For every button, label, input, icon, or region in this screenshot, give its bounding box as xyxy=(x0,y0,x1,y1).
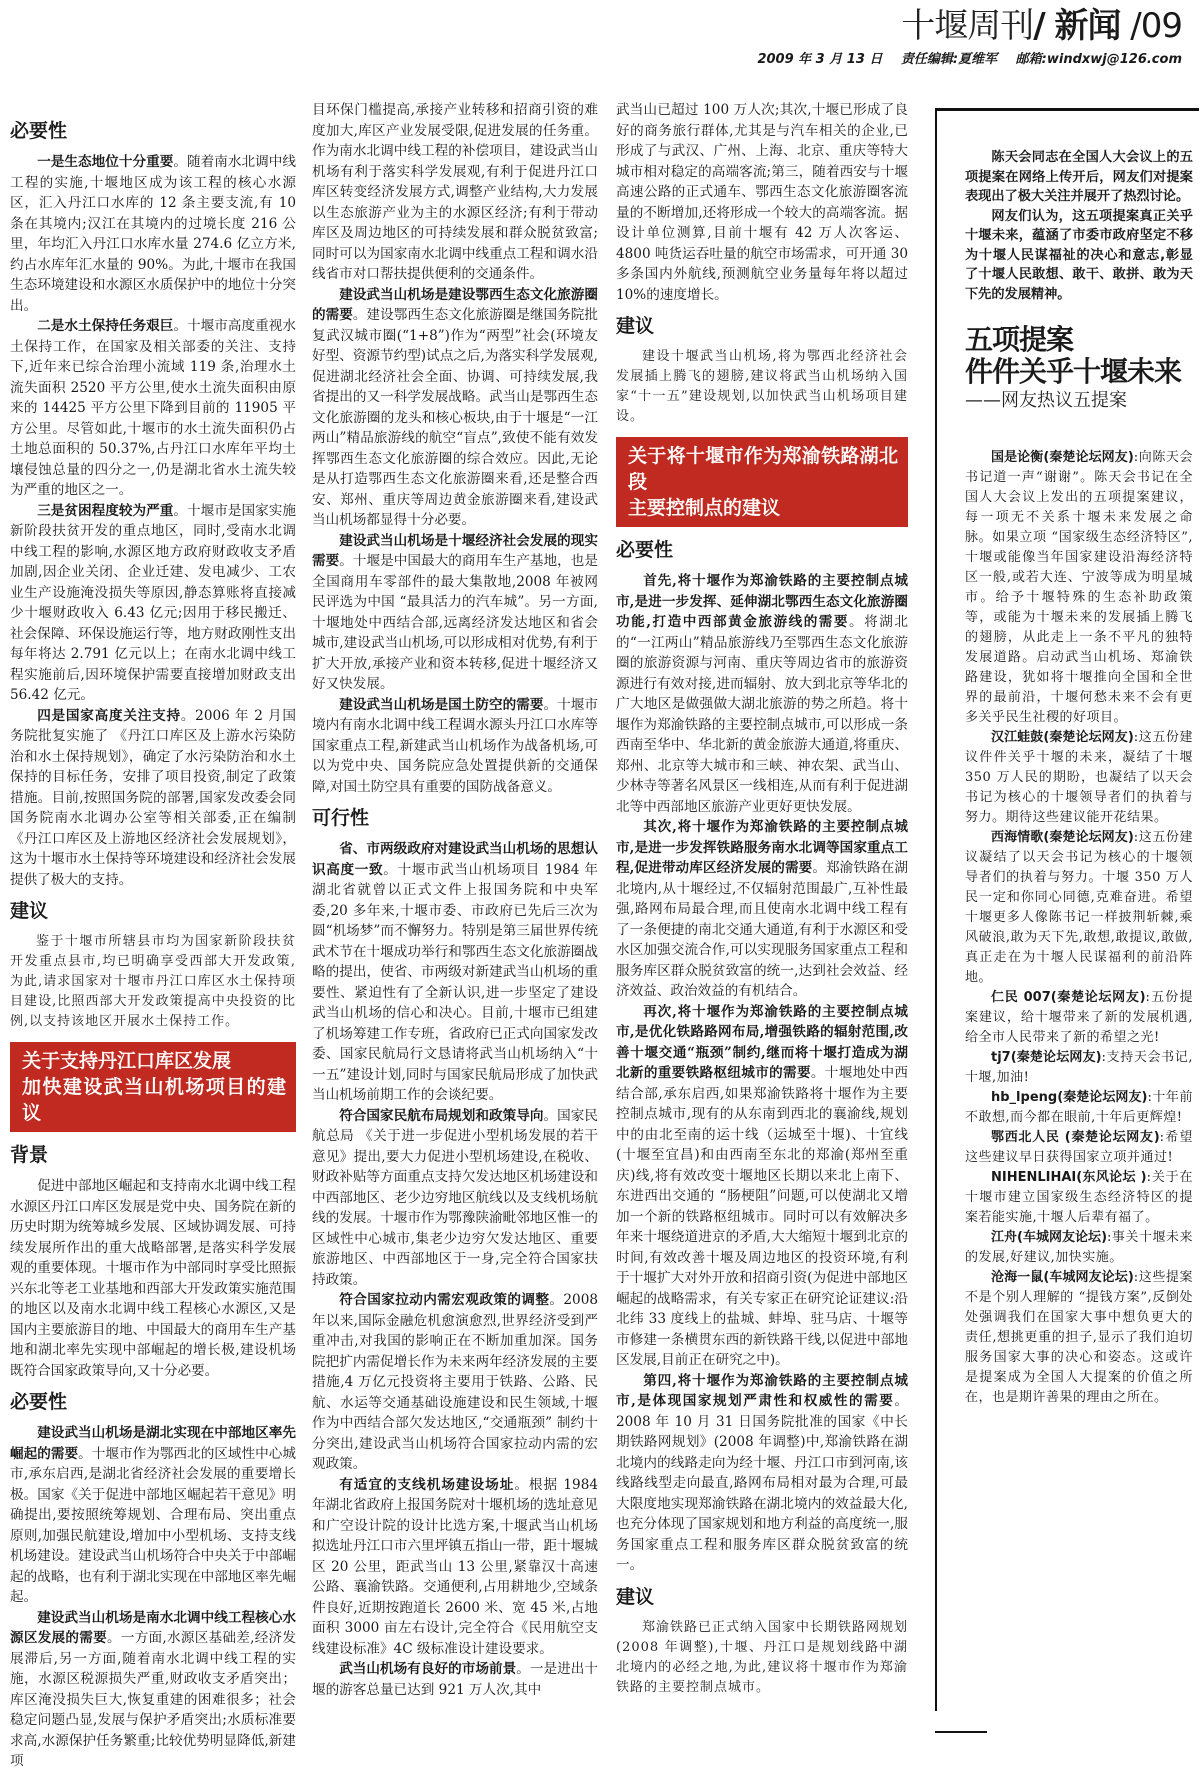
paragraph-body: 。将湖北的“一江两山”精品旅游线乃至鄂西生态文化旅游圈的旅游资源与河南、重庆等周边省市的旅游资源进行有效对接,进而辐射、放大到北京等华北的广大地区是做强做大湖北旅游的势之所趋。将十堰作为郑渝铁路的主要控制点城市,可以形成一条西南至华中、华北新的黄金旅游大通道,将重庆、郑州、北京等大城市和三峡、神农架、武当山、少林寺等著名风景区一线相连,从而有利于促进湖北等中西部地区旅游产业更好更快发展。 xyxy=(616,614,908,815)
paragraph-lead: 其次,将十堰作为郑渝铁路的主要控制点城市,是进一步发挥铁路服务南水北调等国家重点工程,促进带动库区经济发展的需要 xyxy=(616,819,908,876)
sidebar-subheadline: ——网友热议五提案 xyxy=(965,390,1127,411)
paragraph-lead: 建设武当山机场是湖北实现在中部地区率先崛起的需要 xyxy=(10,1425,296,1462)
paragraph xyxy=(312,839,598,1106)
paragraph-lead: 建设武当山机场是建设鄂西生态文化旅游圈的需要 xyxy=(312,286,598,323)
paragraph-body: 。随着南水北调中线工程的实施,十堰地区成为该工程的核心水源区，汇入丹江口水库的 12 条主要支流,有 10 条在其境内;汉江在其境内的过境长度 216 公里，年均汇入丹江口水库水量 274.6 亿立方米,约占水库年汇水量的 90%。为此,十堰市在我国生态环境建设和水源区水质保护中的地位十分突出。 xyxy=(10,154,297,314)
section-heading-suggestion: 建议 xyxy=(10,900,49,922)
paragraph xyxy=(312,1290,598,1475)
column-3 xyxy=(616,100,908,1698)
paragraph-lead: 省、市两级政府对建设武当山机场的思想认识高度一致 xyxy=(312,841,598,878)
paragraph-body: 。2008 年以来,国际金融危机愈演愈烈,世界经济受到严重冲击,对我国的影响正在不断加重加深。国务院把扩内需促增长作为未来两年经济发展的主要措施,4 万亿元投资将主要用于铁路、公路、民航、水运等交通基础设施建设和民生领域,十堰作为中西结合部欠发达地区,“交通瓶颈” 制约十分突出,建设武当山机场符合国家拉动内需的宏观政策。 xyxy=(312,1292,598,1472)
editor: 责任编辑:夏维军 xyxy=(900,52,998,67)
paragraph-body: 。十堰市境内有南水北调中线工程调水源头丹江口水库等国家重点工程,新建武当山机场作为战备机场,可以为党中央、国务院应急处置提供新的交通保障,对国土防空具有重要的国防战备意义。 xyxy=(312,696,599,795)
paragraph-body: 。一是进出十堰的游客总量已达到 921 万人次,其中 xyxy=(312,1661,599,1698)
comment-item xyxy=(965,1268,1193,1408)
comment-text: :十年前不敢想,而今都在眼前,十年后更辉煌! xyxy=(965,1090,1193,1125)
paragraph-lead: 首先,将十堰作为郑渝铁路的主要控制点城市,是进一步发挥、延伸湖北鄂西生态文化旅游圈功能,打造中西部黄金旅游线的需要 xyxy=(616,573,908,630)
suggestion-text: 鉴于十堰市所辖县市均为国家新阶段扶贫开发重点县市,均已明确享受西部大开发政策,为此,请求国家对十堰市丹江口库区水土保持项目建设,比照西部大开发政策提高中央投资的比例,以支持该地区开展水土保持工作。 xyxy=(10,934,296,1029)
issue-date: 2009 年 3 月 13 日 xyxy=(757,52,883,67)
paragraph-lead: 三是贫困程度较为严重 xyxy=(37,502,174,519)
intro-paragraph: 网友们认为，这五项提案真正关乎十堰未来，蕴涵了市委市政府坚定不移为十堰人民谋福祉的决心和意志,彰显了十堰人民敢想、敢干、敢拼、敢为天下先的发展精神。 xyxy=(965,208,1193,302)
comment-item xyxy=(965,728,1193,828)
paragraph xyxy=(616,1002,908,1371)
paragraph xyxy=(10,152,296,316)
comment-text: :支持天会书记,十堰,加油! xyxy=(965,1050,1193,1085)
paragraph xyxy=(10,316,296,501)
comment-item xyxy=(965,1128,1193,1168)
paragraph-body: 。十堰是中国最大的商用车生产基地，也是全国商用车零部件的最大集散地,2008 年被网民评选为中国 “最具活力的汽车城”。另一方面,十堰地处中西结合部,远离经济发达地区和省会城市,建设武当山机场,可以形成相对优势,有利于扩大开放,承接产业和资本转移,促进十堰经济又好又快发展。 xyxy=(312,553,599,692)
headline-line: 件件关乎十堰未来 xyxy=(965,355,1182,388)
sidebar-frame-bottom xyxy=(935,1731,987,1733)
column-2 xyxy=(312,100,598,1700)
masthead xyxy=(757,6,1182,67)
paragraph xyxy=(616,817,908,1002)
paragraph-lead: 武当山机场有良好的市场前景 xyxy=(339,1661,517,1677)
comment-text: :这五份建议凝结了以天会书记为核心的十堰领导者们的执着与努力。十堰 350 万人民一定和你同心同德,克难奋进。希望十堰更多人像陈书记一样披荆斩棘,乘风破浪,敢为天下先,敢想,敢提议,敢做,真正走在为十堰人民谋福利的前沿阵地。 xyxy=(965,830,1193,985)
section-heading-background: 背景 xyxy=(10,1144,49,1166)
paragraph-lead: 有适宜的支线机场建设场址 xyxy=(339,1476,515,1493)
paragraph: 目环保门槛提高,承接产业转移和招商引资的难度加大,库区产业发展受限,促进发展的任务重。作为南水北调中线工程的补偿项目，建设武当山机场有利于落实科学发展观,有利于促进丹江口库区转变经济发展方式,调整产业结构,大力发展以生态旅游产业为主的水源区经济;有利于带动库区及周边地区的可持续发展和群众脱贫致富;同时可以为国家南水北调中线重点工程和调水沿线省市对口帮扶提供便利的交通条件。 xyxy=(312,102,598,282)
paragraph-lead: 再次,将十堰作为郑渝铁路的主要控制点城市,是优化铁路路网布局,增强铁路的辐射范围,改善十堰交通“瓶颈”制约,继而将十堰打造成为湖北新的重要铁路枢纽城市的需要 xyxy=(616,1003,908,1081)
section-heading-feasibility: 可行性 xyxy=(312,807,370,829)
comment-item xyxy=(965,828,1193,988)
page-number: /09 xyxy=(1130,6,1182,46)
suggestion-text: 郑渝铁路已正式纳入国家中长期铁路网规划(2008 年调整),十堰、丹江口是规划线路中湖北境内的必经之地,为此,建议将十堰市作为郑渝铁路的主要控制点城市。 xyxy=(616,1619,909,1695)
comment-author: 沧海一鼠(车城网友论坛) xyxy=(991,1270,1134,1285)
paragraph-body: 。建设鄂西生态文化旅游圈是继国务院批复武汉城市圈(“1+8”)作为“两型”社会(环境友好型、资源节约型)试点之后,为落实科学发展观,促进湖北经济社会全面、协调、可持续发展,我省提出的又一科学发展战略。武当山是鄂西生态文化旅游圈的龙头和核心板块,由于十堰是“一江两山”精品旅游线的航空“盲点”,致使不能有效发挥鄂西生态文化旅游圈的综合效应。因此,无论是从打造鄂西生态文化旅游圈来看,还是整合西安、郑州、重庆等周边黄金旅游圈来看,建设武当山机场都显得十分必要。 xyxy=(312,307,599,528)
comment-author: tj7(秦楚论坛网友) xyxy=(991,1050,1102,1065)
paragraph-lead: 符合国家拉动内需宏观政策的调整 xyxy=(339,1292,550,1308)
article-title-line: 关于将十堰市作为郑渝铁路湖北段 xyxy=(628,445,898,493)
paragraph xyxy=(312,1659,598,1700)
article-title-line: 主要控制点的建议 xyxy=(628,497,781,519)
masthead-title xyxy=(757,6,1182,46)
paragraph-lead: 建设武当山机场是南水北调中线工程核心水源区发展的需要 xyxy=(10,1609,296,1646)
publication-name: 十堰周刊 xyxy=(901,6,1034,46)
article-title-line: 加快建设武当山机场项目的建议 xyxy=(22,1076,286,1124)
section-name: 新闻 xyxy=(1054,6,1121,46)
comment-item xyxy=(965,1088,1193,1128)
comment-author: 鄂西北人民 (秦楚论坛网友) xyxy=(991,1130,1160,1145)
paragraph-body: 。2006 年 2 月国务院批复实施了 《丹江口库区及上游水污染防治和水土保持规划》，确定了水污染防治和水土保持的目标任务，安排了项目投资,制定了政策措施。目前,按照国务院的部署,国家发改委会同国务院南水北调办公室等相关部委,正在编制《丹江口库区及上游地区经济社会发展规划》，这为十堰市水土保持等环境建设和经济社会发展提供了极大的支持。 xyxy=(10,707,296,888)
paragraph-body: 。郑渝铁路在湖北境内,从十堰经过,不仅辐射范围最广,互补性最强,路网布局最合理,而且使南水北调中线工程有了一条便捷的南北交通大通道,有利于水源区和受水区加强交流合作,可以实现服务国家重点工程和服务库区群众脱贫致富的统一,达到社会效益、经济效益、政治效益的有机结合。 xyxy=(616,860,908,999)
comment-text: :这些提案不是个别人理解的 “提钱方案”,反倒处处强调我们在国家大事中想负更大的责任,想挑更重的担子,显示了我们迫切服务国家大事的决心和姿态。这或许是提案成为全国人大提案的价值之所在，也是期许善果的理由之所在。 xyxy=(965,1270,1193,1405)
paragraph-body: 。十堰地处中西结合部,承东启西,如果郑渝铁路将十堰作为主要控制点城市,现有的从东南到西北的襄渝线,规划中的由北至南的运十线（运城至十堰)、十宜线(十堰至宜昌)和由西南至东北的郑渝(郑州至重庆)线,将有效改变十堰地区长期以来北上南下、东进西出交通的 “肠梗阻”问题,可以使湖北又增加一个新的铁路枢纽城市。同时可以有效解决多年来十堰绕道进京的矛盾,大大缩短十堰到北京的时间,有效改善十堰及周边地区的投资环境,有利于十堰扩大对外开放和招商引资(为促进中部地区崛起的战略需求，有关专家正在研究论证建议:沿北纬 33 度线上的盐城、蚌埠、驻马店、十堰等市修建一条横贯东西的新铁路干线,以促进中部地区发展,目前正在研究之中)。 xyxy=(616,1065,909,1368)
comment-author: 国是论衡(秦楚论坛网友) xyxy=(991,450,1134,465)
sidebar-content xyxy=(965,148,1193,1408)
column-1 xyxy=(10,110,296,1772)
paragraph-lead: 一是生态地位十分重要 xyxy=(37,154,174,170)
paragraph-lead: 二是水土保持任务艰巨 xyxy=(37,318,174,334)
article-title-box xyxy=(10,1042,296,1132)
comment-author: 仁民 007(秦楚论坛网友) xyxy=(991,990,1146,1005)
masthead-info xyxy=(757,48,1182,67)
comment-text: :向陈天会书记道一声“谢谢”。陈天会书记在全国人大会议上发出的五项提案建议，每一项无不关系十堰未来发展之命脉。如果立项 “国家级生态经济特区”,十堰或能像当年国家建设沿海经济特区一般,或若大连、宁波等成为明星城市。给予十堰特殊的生态补助政策等，或能为十堰未来的发展插上腾飞的翅膀，从此走上一条不平凡的独特发展道路。启动武当山机场、郑渝铁路建设，犹如将十堰推向全国和全世界的最前沿，十堰何愁未来不会有更多关乎民生社稷的好项目。 xyxy=(965,450,1193,725)
paragraph-lead: 四是国家高度关注支持 xyxy=(37,707,181,724)
comment-author: hb_lpeng(秦楚论坛网友) xyxy=(991,1090,1148,1105)
paragraph: 武当山已超过 100 万人次;其次,十堰已形成了良好的商务旅行群体,尤其是与汽车相关的企业,已形成了与武汉、广州、上海、北京、重庆等特大城市相对稳定的高端客流;第三，随着西安与十堰高速公路的正式通车、鄂西生态文化旅游圈客流量的不断增加,还将形成一个较大的高端客流。据设计单位测算,目前十堰有 42 万人次客运、4800 吨货运吞吐量的航空市场需求，可开通 30 多条国内外航线,预测航空业务量每年将以超过 10%的速度增长。 xyxy=(616,102,908,303)
comment-author: NIHENLIHAI(东风论坛 ) xyxy=(991,1170,1147,1185)
editor-email: 邮箱:windxwj@126.com xyxy=(1015,52,1182,67)
comment-item xyxy=(965,988,1193,1048)
paragraph-body: 。一方面,水源区基础差,经济发展滞后,另一方面,随着南水北调中线工程的实施，水源区税源损失严重,财政收支矛盾突出；库区淹没损失巨大,恢复重建的困难很多；社会稳定问题凸显,发展与保护矛盾突出;水质标准要求高,水源保护任务繁重;比较优势明显降低,新建项 xyxy=(10,1630,296,1769)
paragraph-lead: 符合国家民航布局规划和政策导向 xyxy=(339,1107,544,1124)
sidebar-intro xyxy=(965,148,1193,304)
paragraph-lead: 建设武当山机场是十堰经济社会发展的现实需要 xyxy=(312,532,598,569)
paragraph-body: 。2008 年 10 月 31 日国务院批准的国家《中长期铁路网规划》(2008 年调整)中,郑渝铁路在湖北境内的线路走向为经十堰、丹江口市到河南,该线路线型走向最直,路网布局相对最为合理,可最大限度地实现郑渝铁路在湖北境内的效益最大化,也充分体现了国家规划和地方利益的高度统一,服务国家重点工程和服务库区群众脱贫致富的统一。 xyxy=(616,1393,908,1573)
paragraph-body: 。十堰市高度重视水土保持工作，在国家及相关部委的关注、支持下,近年来已综合治理小流域 119 条,治理水土流失面积 2520 平方公里,使水土流失面积由原来的 14425 平方公里下降到目前的 11905 平方公里。尽管如此,十堰市的水土流失面积仍占土地总面积的 50.37%,占丹江口水库年平均土壤侵蚀总量的四分之一,仍是湖北省水土流失较为严重的地区之一。 xyxy=(10,318,297,498)
comment-item xyxy=(965,1228,1193,1268)
paragraph-lead: 第四,将十堰作为郑渝铁路的主要控制点城市,是体现国家规划严肃性和权威性的需要 xyxy=(616,1372,908,1409)
paragraph-body: 。根据 1984 年湖北省政府上报国务院对十堰机场的选址意见和广空设计院的设计比选方案,十堰武当山机场拟选址丹江口市六里坪镇五指山一带，距十堰城区 20 公里，距武当山 13 公里,紧靠汉十高速公路、襄渝铁路。交通便利,占用耕地少,空域条件良好,近期按跑道长 2600 米、宽 45 米,占地面积 3000 亩左右设计,完全符合《民用航空支线建设标准》4C 级标准设计建设要求。 xyxy=(312,1476,599,1657)
comment-author: 汉江蛙鼓(秦楚论坛网友) xyxy=(991,730,1134,745)
paragraph xyxy=(312,531,598,695)
comment-item xyxy=(965,1168,1193,1228)
section-heading-suggestion: 建议 xyxy=(616,1585,655,1608)
comment-text: :这五份建议件件关乎十堰的未来，凝结了十堰 350 万人民的期盼，也凝结了以天会书记为核心的十堰领导者们的执着与努力。期待这些建议能开花结果。 xyxy=(965,730,1193,825)
comment-text: :关于在十堰市建立国家级生态经济特区的提案若能实施,十堰人后辈有福了。 xyxy=(965,1170,1193,1225)
paragraph xyxy=(10,501,296,706)
section-heading-necessity: 必要性 xyxy=(10,1391,68,1413)
paragraph-body: 。国家民航总局 《关于进一步促进小型机场发展的若干意见》提出,要大力促进小型机场建设,在税收、财政补贴等方面重点支持欠发达地区机场建设和中西部地区、老少边穷地区航线以及支线机场航线的发展。十堰市作为鄂豫陕渝毗邻地区惟一的区域性中心城市,集老少边穷欠发达地区、重要旅游地区、中西部地区于一身,完全符合国家扶持政策。 xyxy=(312,1107,599,1288)
paragraph-lead: 建设武当山机场是国土防空的需要 xyxy=(339,696,544,713)
section-heading-necessity: 必要性 xyxy=(10,120,68,142)
masthead-slash: / xyxy=(1033,6,1045,46)
sidebar-headline xyxy=(965,324,1193,388)
paragraph xyxy=(10,1423,296,1608)
comment-text: :希望这些建议早日获得国家立项并通过! xyxy=(965,1130,1193,1165)
headline-line: 五项提案 xyxy=(965,323,1074,356)
paragraph xyxy=(312,1475,598,1660)
section-heading-suggestion: 建议 xyxy=(616,315,655,337)
comment-item xyxy=(965,448,1193,728)
article-title-line: 关于支持丹江口库区发展 xyxy=(22,1050,232,1072)
paragraph xyxy=(10,1608,296,1772)
comment-text: :事关十堰未来的发展,好建议,加快实施。 xyxy=(965,1230,1193,1265)
comment-author: 西海情歌(秦楚论坛网友) xyxy=(991,830,1134,845)
paragraph-body: 。十堰市是国家实施新阶段扶贫开发的重点地区，同时,受南水北调中线工程的影响,水源区地方政府财政收支矛盾加剧,因企业关闭、企业迁建、发电减少、工农业生产设施淹没损失等原因,静态算账将直接减少十堰财政收入 6.43 亿元;因用于移民搬迁、社会保障、环保设施运行等，地方财政刚性支出每年将达 2.791 亿元以上；在南水北调中线工程实施前后,因环境保护需要直接增加财政支出 56.42 亿元。 xyxy=(10,502,297,703)
article-title-box xyxy=(616,437,908,527)
intro-paragraph: 陈天会同志在全国人大会议上的五项提案在网络上传开后，网友们对提案表现出了极大关注并展开了热烈讨论。 xyxy=(965,150,1193,204)
comment-item xyxy=(965,1048,1193,1088)
section-heading-necessity: 必要性 xyxy=(616,539,674,561)
paragraph xyxy=(616,571,908,817)
comment-text: :五份提案建议，给十堰带来了新的发展机遇,给全市人民带来了新的希望之光! xyxy=(965,990,1194,1045)
paragraph xyxy=(616,1371,908,1576)
paragraph: 促进中部地区崛起和支持南水北调中线工程水源区丹江口库区发展是党中央、国务院在新的历史时期为统筹城乡发展、区域协调发展、可持续发展所作出的重大战略部署,是落实科学发展观的重要体现。十堰市作为中部同时享受比照振兴东北等老工业基地和西部大开发政策实施范围的地区以及南水北调中线工程核心水源区,又是国内主要旅游目的地、中国最大的商用车生产基地和湖北率先实现中部崛起的增长极,建设机场既符合国家政策导向,又十分必要。 xyxy=(10,1178,296,1379)
paragraph xyxy=(312,285,598,531)
paragraph xyxy=(312,695,598,798)
comment-author: 江舟(车城网友论坛) xyxy=(991,1230,1108,1245)
suggestion-text: 建设十堰武当山机场,将为鄂西北经济社会发展插上腾飞的翅膀,建议将武当山机场纳入国家“十一五”建设规划,以加快武当山机场项目建设。 xyxy=(616,349,908,424)
comment-list xyxy=(965,448,1193,1408)
paragraph-body: 。十堰市武当山机场项目 1984 年湖北省就曾以正式文件上报国务院和中央军委,20 多年来,十堰市委、市政府已先后三次为圆“机场梦”而不懈努力。特别是第三届世界传统武术节在十堰成功举行和鄂西生态文化旅游圈战略的提出，使省、市两级对新建武当山机场的重要性、紧迫性有了全新认识,进一步坚定了建设武当山机场的信心和决心。目前,十堰市已组建了机场筹建工作专班，省政府已正式向国家发改委、国家民航局行文恳请将武当山机场纳入“十一五”建设计划,同时与国家民航局形成了加快武当山机场前期工作的会谈纪要。 xyxy=(312,861,598,1103)
paragraph xyxy=(10,706,296,891)
paragraph-body: 。十堰市作为鄂西北的区域性中心城市,承东启西,是湖北省经济社会发展的重要增长极。国家《关于促进中部地区崛起若干意见》明确提出,要按照统筹规划、合理布局、突出重点原则,加强民航建设,增加中小型机场、支持支线机场建设。建设武当山机场符合中央关于中部崛起的战略，也有利于湖北实现在中部地区率先崛起。 xyxy=(10,1445,297,1605)
paragraph xyxy=(312,1106,598,1291)
